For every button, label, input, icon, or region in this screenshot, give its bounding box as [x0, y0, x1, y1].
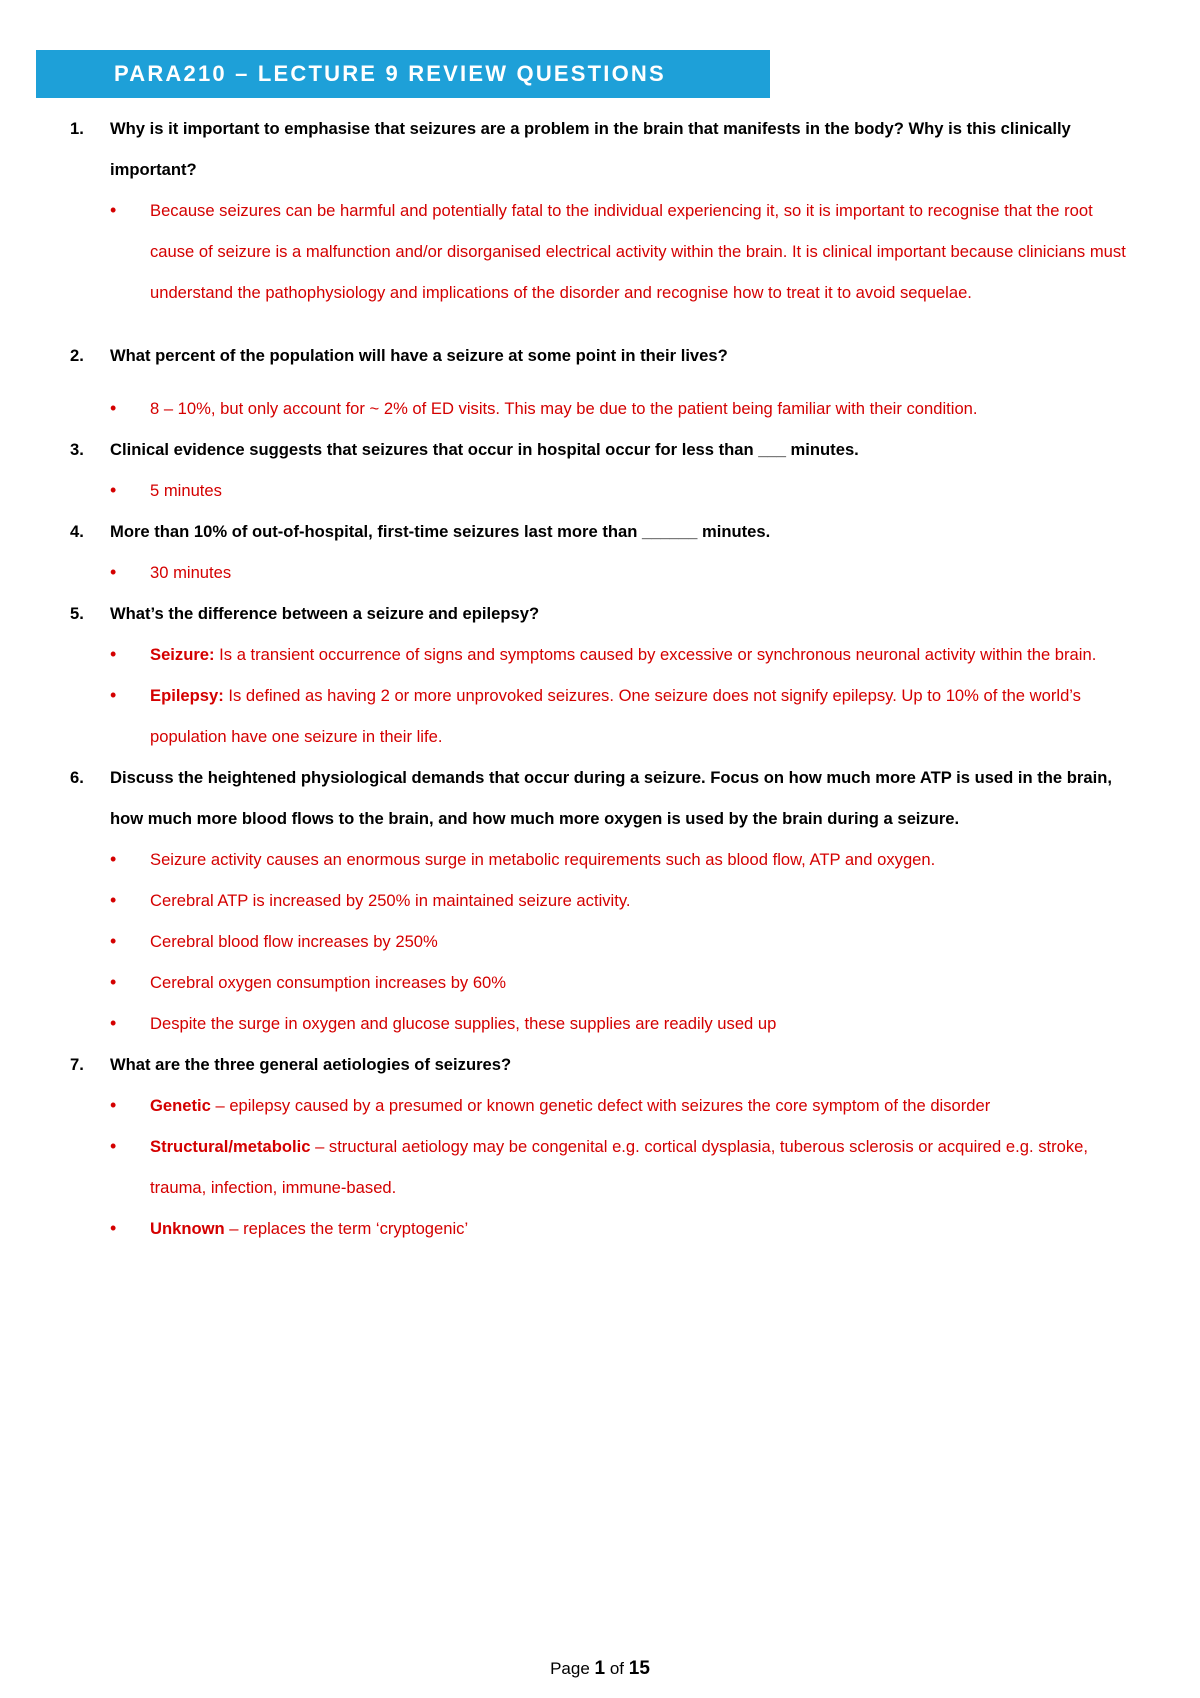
answer-list: [70, 470, 1130, 511]
bullet-icon: •: [110, 890, 117, 910]
bullet-icon: •: [110, 685, 117, 705]
question-number: 5.: [70, 604, 84, 623]
answer-text: Cerebral oxygen consumption increases by 60%: [150, 973, 507, 992]
answer-list: [70, 839, 1130, 1044]
answer-text: 30 minutes: [150, 563, 232, 582]
bullet-icon: •: [110, 644, 117, 664]
answer-list: [70, 388, 1130, 429]
answer-item: [110, 880, 1130, 921]
answer-item: [110, 921, 1130, 962]
page-footer: [0, 1658, 1200, 1680]
of-label: of: [609, 1659, 625, 1678]
answer-item: [110, 470, 1130, 511]
answer-term: Unknown: [150, 1219, 225, 1238]
question-text: Discuss the heightened physiological demands that occur during a seizure. Focus on how much more ATP is used in the brain, how much more blood flows to the brain, and how much more oxygen is used by the brain during a seizure.: [110, 768, 1112, 828]
bullet-icon: •: [110, 931, 117, 951]
answer-item: [110, 634, 1130, 675]
answer-list: [70, 1085, 1130, 1249]
page-number: 1: [594, 1658, 606, 1679]
question-text: What are the three general aetiologies of seizures?: [110, 1055, 512, 1074]
answer-text: 8 – 10%, but only account for ~ 2% of ED visits. This may be due to the patient being familiar with their condition.: [150, 399, 978, 418]
answer-item: [110, 552, 1130, 593]
answer-term: Seizure:: [150, 645, 215, 664]
question-item: [70, 511, 1130, 593]
answer-item: [110, 1085, 1130, 1126]
bullet-icon: •: [110, 562, 117, 582]
question-number: 6.: [70, 768, 84, 787]
question-item: [70, 108, 1130, 335]
answer-item: [110, 388, 1130, 429]
question-text: Why is it important to emphasise that seizures are a problem in the brain that manifests in the body? Why is this clinically important?: [110, 119, 1071, 179]
answer-term: Structural/metabolic: [150, 1137, 311, 1156]
answer-text: – structural aetiology may be congenital e.g. cortical dysplasia, tuberous sclerosis or acquired e.g. stroke, trauma, infection, immune-based.: [150, 1137, 1088, 1197]
question-text: What’s the difference between a seizure and epilepsy?: [110, 604, 540, 623]
question-text: Clinical evidence suggests that seizures that occur in hospital occur for less than ___ minutes.: [110, 440, 859, 459]
document-title: PARA210 – LECTURE 9 REVIEW QUESTIONS: [36, 50, 770, 98]
question-text: What percent of the population will have a seizure at some point in their lives?: [110, 346, 728, 365]
answer-text: Cerebral blood flow increases by 250%: [150, 932, 438, 951]
question-item: [70, 1044, 1130, 1249]
answer-text: – replaces the term ‘cryptogenic’: [224, 1219, 469, 1238]
answer-list: [70, 634, 1130, 757]
question-number: 4.: [70, 522, 84, 541]
answer-text: Because seizures can be harmful and potentially fatal to the individual experiencing it, so it is important to recognise that the root cause of seizure is a malfunction and/or disorganised electrical activity within the brain. It is clinical important because clinicians must understand the pathophysiology and implications of the disorder and recognise how to treat it to avoid sequelae.: [150, 201, 1126, 302]
question-item: [70, 593, 1130, 757]
answer-list: [70, 190, 1130, 313]
answer-text: Is a transient occurrence of signs and symptoms caused by excessive or synchronous neuronal activity within the brain.: [214, 645, 1097, 664]
answer-text: Is defined as having 2 or more unprovoked seizures. One seizure does not signify epilepsy. Up to 10% of the world’s population have one seizure in their life.: [150, 686, 1081, 746]
answer-item: [110, 962, 1130, 1003]
answer-item: [110, 1208, 1130, 1249]
answer-item: [110, 1126, 1130, 1208]
answer-text: Despite the surge in oxygen and glucose supplies, these supplies are readily used up: [150, 1014, 777, 1033]
answer-item: [110, 190, 1130, 313]
answer-term: Genetic: [150, 1096, 211, 1115]
question-list: [70, 108, 1130, 1249]
bullet-icon: •: [110, 1095, 117, 1115]
bullet-icon: •: [110, 1218, 117, 1238]
answer-item: [110, 1003, 1130, 1044]
total-pages: 15: [628, 1658, 650, 1679]
bullet-icon: •: [110, 480, 117, 500]
answer-item: [110, 675, 1130, 757]
bullet-icon: •: [110, 398, 117, 418]
question-number: 1.: [70, 119, 84, 138]
answer-text: – epilepsy caused by a presumed or known genetic defect with seizures the core symptom of the disorder: [210, 1096, 991, 1115]
answer-text: Seizure activity causes an enormous surge in metabolic requirements such as blood flow, ATP and oxygen.: [150, 850, 936, 869]
question-item: [70, 335, 1130, 429]
answer-text: 5 minutes: [150, 481, 222, 500]
answer-text: Cerebral ATP is increased by 250% in maintained seizure activity.: [150, 891, 631, 910]
bullet-icon: •: [110, 972, 117, 992]
answer-term: Epilepsy:: [150, 686, 224, 705]
question-number: 7.: [70, 1055, 84, 1074]
question-number: 2.: [70, 346, 84, 365]
bullet-icon: •: [110, 1136, 117, 1156]
answer-item: [110, 839, 1130, 880]
question-number: 3.: [70, 440, 84, 459]
bullet-icon: •: [110, 200, 117, 220]
question-item: [70, 757, 1130, 1044]
question-item: [70, 429, 1130, 511]
bullet-icon: •: [110, 849, 117, 869]
page-label: Page: [550, 1659, 590, 1678]
bullet-icon: •: [110, 1013, 117, 1033]
question-text: More than 10% of out-of-hospital, first-time seizures last more than ______ minutes.: [110, 522, 771, 541]
answer-list: [70, 552, 1130, 593]
